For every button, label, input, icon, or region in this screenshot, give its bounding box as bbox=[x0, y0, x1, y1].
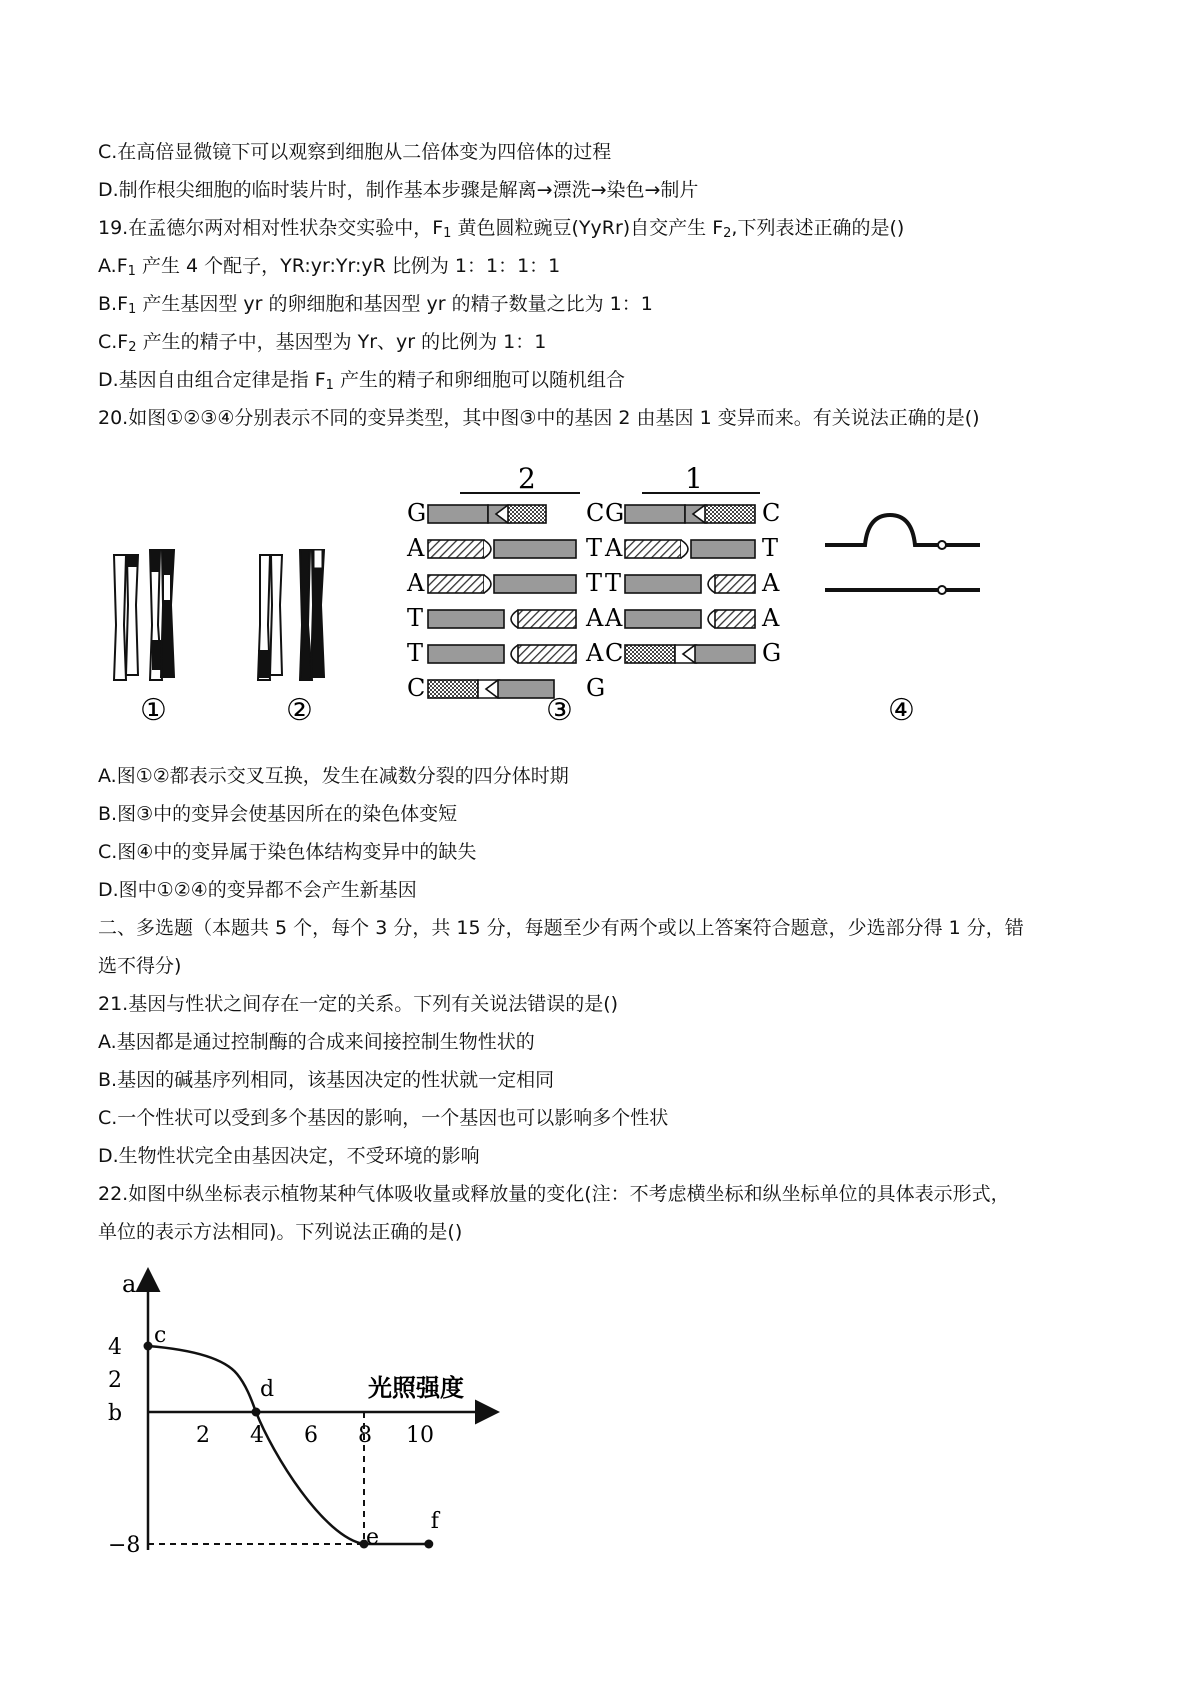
question-21: 21.基因与性状之间存在一定的关系。下列有关说法错误的是() bbox=[98, 993, 619, 1015]
option-d-q19 bbox=[98, 368, 625, 398]
base-g2-l-6: C bbox=[407, 674, 426, 702]
base-g1-r-4: A bbox=[762, 604, 780, 632]
point-marker bbox=[252, 1408, 261, 1417]
base-g2-l-3: A bbox=[407, 569, 425, 597]
label-figure-2: ② bbox=[286, 693, 313, 725]
q19a-prefix: A.F bbox=[98, 255, 128, 277]
base-g2-l-5: T bbox=[407, 639, 424, 667]
q19-text-e: ,下列表述正确的是() bbox=[731, 217, 905, 239]
x-tick-label: 8 bbox=[358, 1423, 372, 1448]
base-g2-l-1: G bbox=[407, 499, 427, 527]
figure-q22-graph bbox=[100, 1260, 520, 1560]
q19-text-a: 19.在孟德尔两对相对性状杂交实验中，F bbox=[98, 217, 444, 239]
base-g1-r-1: C bbox=[762, 499, 781, 527]
point-label: d bbox=[260, 1377, 275, 1402]
y-tick-label: 4 bbox=[108, 1335, 122, 1360]
base-g2-r-2: T bbox=[586, 534, 603, 562]
option-b-q21: B.基因的碱基序列相同，该基因决定的性状就一定相同 bbox=[98, 1069, 555, 1091]
base-g1-r-5: G bbox=[762, 639, 782, 667]
question-20: 20.如图①②③④分别表示不同的变异类型，其中图③中的基因 2 由基因 1 变异而来。有关说法正确的是() bbox=[98, 407, 980, 429]
base-g1-r-2: T bbox=[762, 534, 779, 562]
base-g2-r-6: G bbox=[586, 674, 606, 702]
base-g1-l-1: G bbox=[605, 499, 625, 527]
base-g1-l-2: A bbox=[605, 534, 623, 562]
x-tick-label: 6 bbox=[304, 1423, 318, 1448]
base-g2-l-2: A bbox=[407, 534, 425, 562]
q19a-rest: 产生 4 个配子，YR:yr:Yr:yR 比例为 1：1：1：1 bbox=[135, 255, 561, 277]
base-g1-l-3: T bbox=[605, 569, 622, 597]
option-d-q20: D.图中①②④的变异都不会产生新基因 bbox=[98, 879, 417, 901]
option-a-q19 bbox=[98, 254, 560, 284]
base-g2-r-1: C bbox=[586, 499, 605, 527]
q19d-rest: 产生的精子和卵细胞可以随机组合 bbox=[333, 369, 625, 391]
label-figure-3: ③ bbox=[546, 693, 573, 725]
q19-text-c: 黄色圆粒豌豆(YyRr)自交产生 F bbox=[451, 217, 724, 239]
point-marker bbox=[144, 1342, 153, 1351]
base-g2-l-4: T bbox=[407, 604, 424, 632]
section-heading-continued: 选不得分) bbox=[98, 955, 182, 977]
question-22-continued: 单位的表示方法相同)。下列说法正确的是() bbox=[98, 1221, 463, 1243]
base-g1-l-5: C bbox=[605, 639, 624, 667]
point-marker bbox=[424, 1540, 433, 1549]
x-tick-label: 4 bbox=[250, 1423, 264, 1448]
y-axis-label: a bbox=[122, 1270, 137, 1298]
q19d-prefix: D.基因自由组合定律是指 F bbox=[98, 369, 326, 391]
q19c-sub: 2 bbox=[128, 340, 137, 355]
option-b-q19 bbox=[98, 292, 653, 322]
option-c-q21: C.一个性状可以受到多个基因的影响，一个基因也可以影响多个性状 bbox=[98, 1107, 669, 1129]
y-tick-label: b bbox=[108, 1401, 123, 1426]
base-g2-r-5: A bbox=[586, 639, 604, 667]
label-figure-1: ① bbox=[140, 693, 167, 725]
q19c-prefix: C.F bbox=[98, 331, 129, 353]
q19b-prefix: B.F bbox=[98, 293, 129, 315]
base-g1-r-3: A bbox=[762, 569, 780, 597]
question-19 bbox=[98, 216, 904, 246]
point-label: f bbox=[430, 1509, 439, 1534]
base-g1-l-4: A bbox=[605, 604, 623, 632]
q19b-sub: 1 bbox=[128, 302, 137, 317]
option-d-q18: D.制作根尖细胞的临时装片时，制作基本步骤是解离→漂洗→染色→制片 bbox=[98, 179, 699, 201]
q19c-rest: 产生的精子中，基因型为 Yr、yr 的比例为 1：1 bbox=[136, 331, 547, 353]
chromosome-diagram-2 bbox=[258, 550, 324, 680]
option-c-q18: C.在高倍显微镜下可以观察到细胞从二倍体变为四倍体的过程 bbox=[98, 141, 612, 163]
q19-sub-1: 1 bbox=[443, 226, 452, 241]
figure-q20 bbox=[100, 455, 1100, 725]
gene-2-label: 2 bbox=[518, 462, 536, 495]
x-tick-label: 2 bbox=[196, 1423, 210, 1448]
option-c-q19 bbox=[98, 330, 546, 360]
question-22: 22.如图中纵坐标表示植物某种气体吸收量或释放量的变化(注：不考虑横坐标和纵坐标单位的具体表示形式， bbox=[98, 1183, 1010, 1205]
point-label: c bbox=[154, 1323, 167, 1348]
y-tick-label: 2 bbox=[108, 1368, 122, 1393]
dna-strand-diagram bbox=[406, 462, 781, 702]
q19a-sub: 1 bbox=[127, 264, 136, 279]
x-tick-label: 10 bbox=[406, 1423, 434, 1448]
base-g2-r-3: T bbox=[586, 569, 603, 597]
base-g2-r-4: A bbox=[586, 604, 604, 632]
option-d-q21: D.生物性状完全由基因决定，不受环境的影响 bbox=[98, 1145, 480, 1167]
q19d-sub: 1 bbox=[325, 378, 334, 393]
y-tick-label: −8 bbox=[108, 1533, 141, 1558]
chromosome-diagram-1 bbox=[114, 550, 174, 680]
chromosome-loop-diagram bbox=[825, 515, 980, 594]
gene-1-label: 1 bbox=[685, 462, 703, 495]
option-a-q21: A.基因都是通过控制酶的合成来间接控制生物性状的 bbox=[98, 1031, 535, 1053]
q19b-rest: 产生基因型 yr 的卵细胞和基因型 yr 的精子数量之比为 1：1 bbox=[136, 293, 653, 315]
option-c-q20: C.图④中的变异属于染色体结构变异中的缺失 bbox=[98, 841, 477, 863]
x-axis-label: 光照强度 bbox=[368, 1374, 464, 1402]
option-a-q20: A.图①②都表示交叉互换，发生在减数分裂的四分体时期 bbox=[98, 765, 569, 787]
section-heading-multiple-choice: 二、多选题（本题共 5 个，每个 3 分，共 15 分，每题至少有两个或以上答案符合题意，少选部分得 1 分，错 bbox=[98, 917, 1024, 939]
q19-sub-2: 2 bbox=[723, 226, 732, 241]
option-b-q20: B.图③中的变异会使基因所在的染色体变短 bbox=[98, 803, 458, 825]
point-label: e bbox=[366, 1525, 380, 1550]
label-figure-4: ④ bbox=[888, 693, 915, 725]
